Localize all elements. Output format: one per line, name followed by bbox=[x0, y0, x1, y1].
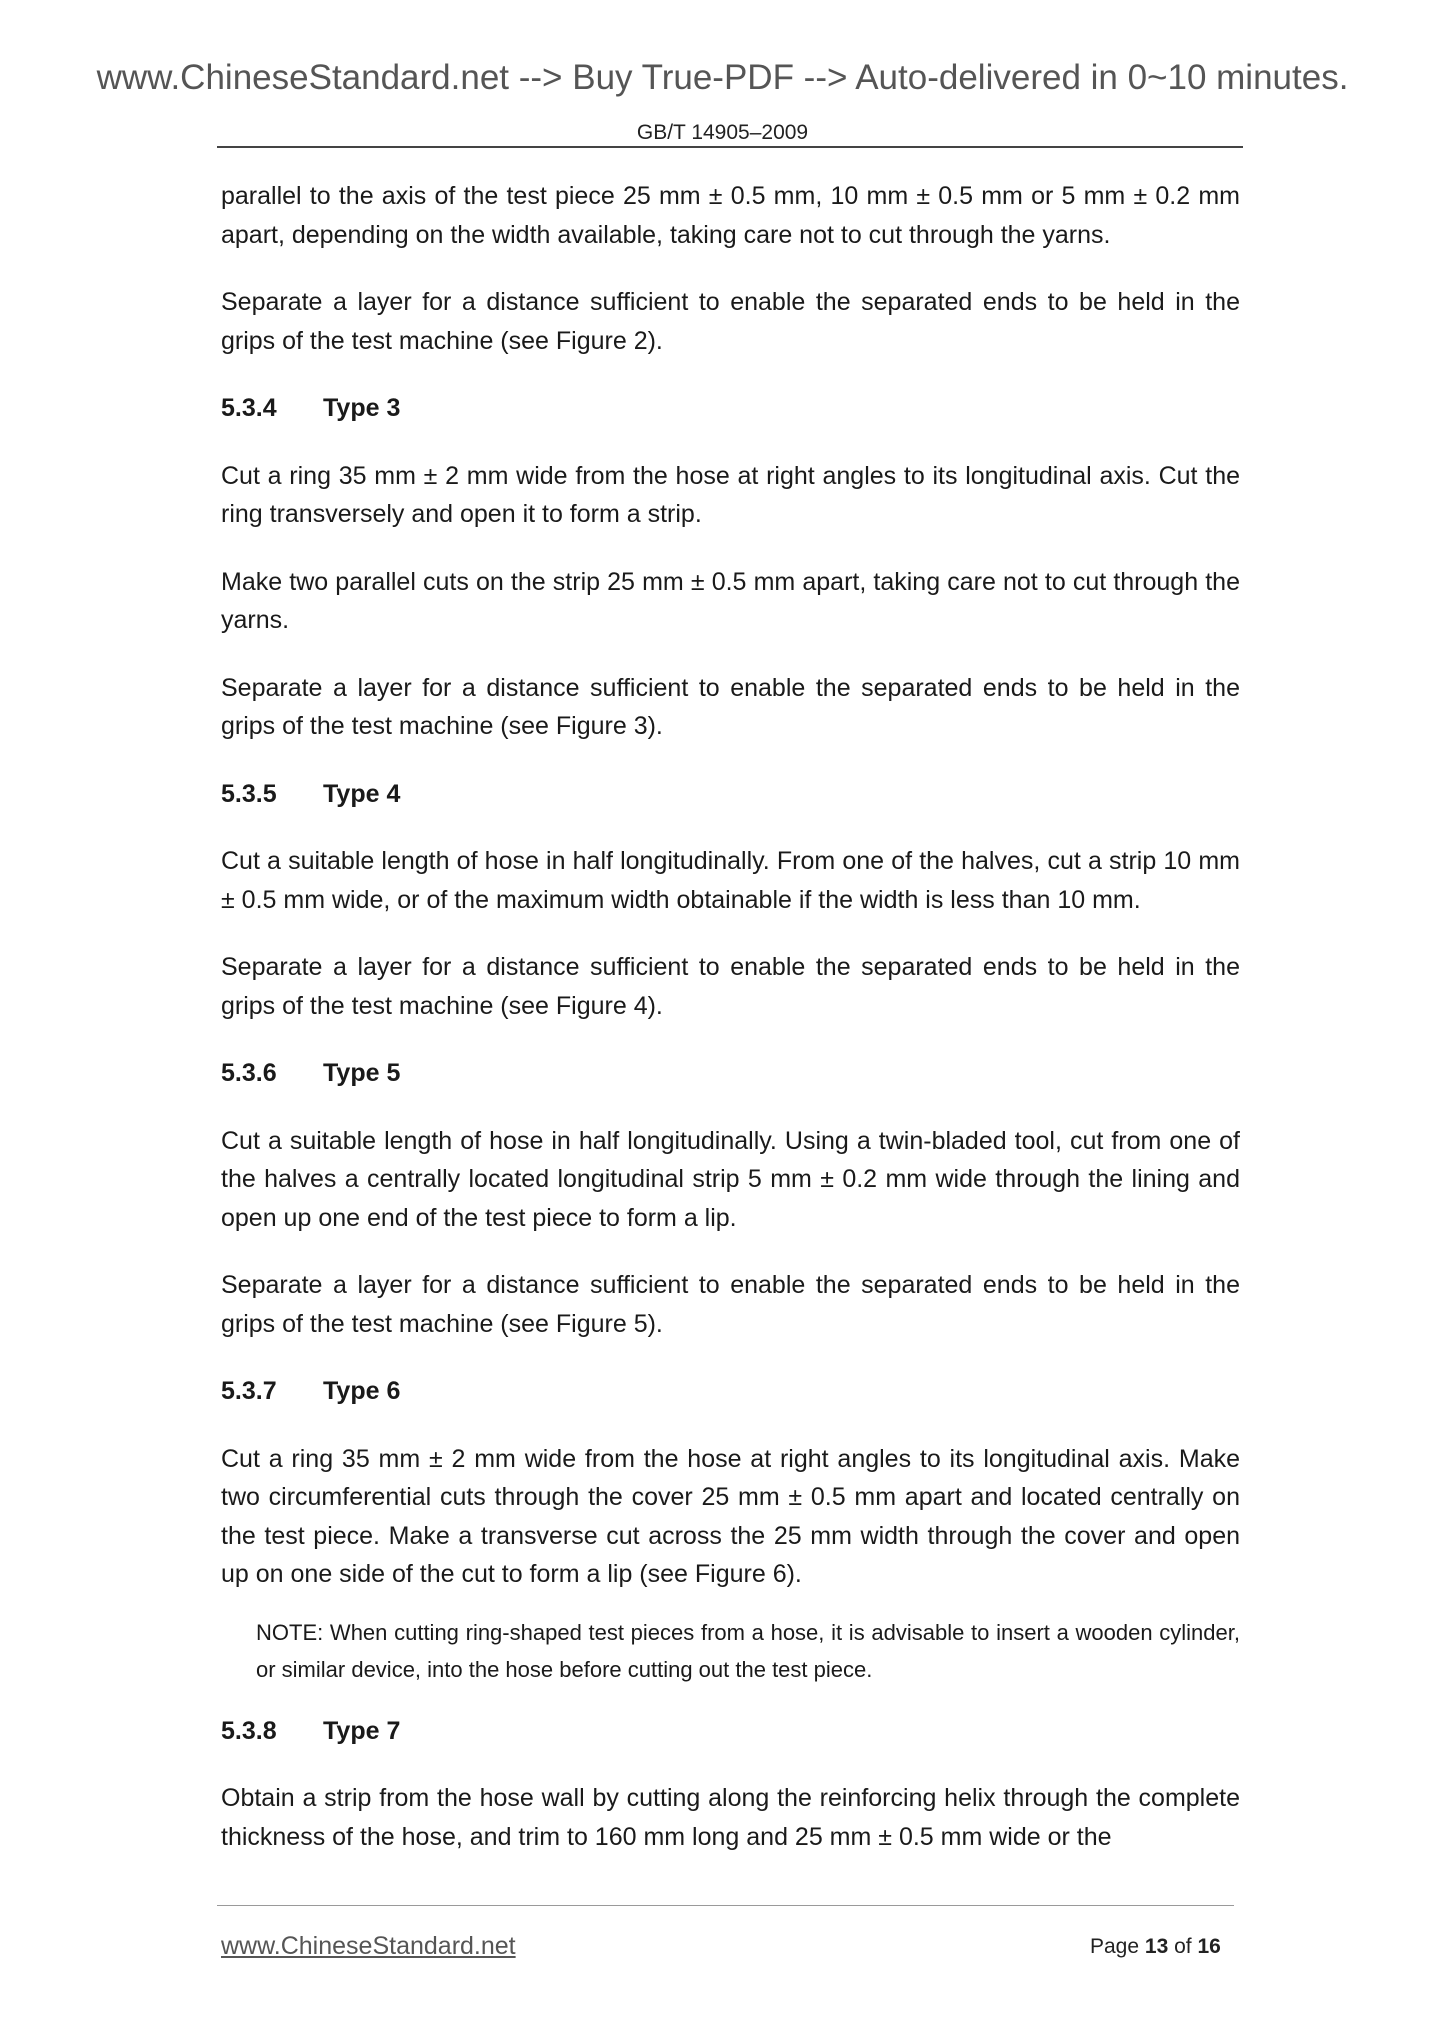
paragraph: Separate a layer for a distance sufficient to enable the separated ends to be held in the grips of the test machine (see Figure 5). bbox=[221, 1271, 1240, 1338]
section-number: 5.3.8 bbox=[221, 1716, 277, 1745]
page-current: 13 bbox=[1144, 1935, 1169, 1958]
paragraph: Separate a layer for a distance sufficient to enable the separated ends to be held in the grips of the test machine (see Figure 2). bbox=[221, 288, 1240, 355]
section-title: Type 7 bbox=[323, 1716, 401, 1745]
section-heading-5-3-6 bbox=[221, 1054, 1240, 1093]
section-title: Type 3 bbox=[323, 394, 401, 422]
header-divider bbox=[217, 146, 1243, 148]
paragraph: Obtain a strip from the hose wall by cutting along the reinforcing helix through the complete thickness of the hose, and trim to 160 mm long and 25 mm ± 0.5 mm wide or the bbox=[221, 1784, 1240, 1851]
note: NOTE: When cutting ring-shaped test pieces from a hose, it is advisable to insert a wooden cylinder, or similar device, into the hose before cutting out the test piece. bbox=[256, 1619, 1240, 1682]
header-banner: www.ChineseStandard.net --> Buy True-PDF --> Auto-delivered in 0~10 minutes. bbox=[96, 58, 1349, 97]
page-number bbox=[1090, 1932, 1221, 1962]
section-heading-5-3-5 bbox=[221, 775, 1240, 814]
page-of: of bbox=[1174, 1935, 1192, 1958]
section-number: 5.3.7 bbox=[221, 1377, 277, 1405]
footer-website-link[interactable]: www.ChineseStandard.net bbox=[221, 1932, 516, 1960]
section-number: 5.3.6 bbox=[221, 1059, 277, 1087]
paragraph: Cut a suitable length of hose in half longitudinally. Using a twin-bladed tool, cut from one of the halves a centrally located longitudinal strip 5 mm ± 0.2 mm wide through the lining and open up one end of the test piece to form a lip. bbox=[221, 1126, 1240, 1232]
paragraph: Cut a ring 35 mm ± 2 mm wide from the hose at right angles to its longitudinal axis. Cut the ring transversely and open it to form a strip. bbox=[221, 461, 1240, 528]
page-word: Page bbox=[1090, 1935, 1140, 1958]
section-title: Type 6 bbox=[323, 1377, 401, 1405]
page-content bbox=[221, 177, 1240, 1885]
section-number: 5.3.5 bbox=[221, 779, 277, 808]
paragraph: Cut a ring 35 mm ± 2 mm wide from the hose at right angles to its longitudinal axis. Make two circumferential cuts through the cover 25 mm ± 0.5 mm apart and located centrally on the test piece. Make a transverse cut across the 25 mm width through the cover and open up on one side of the cut to form a lip (see Figure 6). bbox=[221, 1444, 1240, 1588]
section-number: 5.3.4 bbox=[221, 394, 277, 422]
paragraph: Separate a layer for a distance sufficient to enable the separated ends to be held in the grips of the test machine (see Figure 3). bbox=[221, 673, 1240, 740]
document-id: GB/T 14905–2009 bbox=[636, 121, 809, 144]
section-heading-5-3-7 bbox=[221, 1372, 1240, 1411]
footer-divider bbox=[217, 1905, 1234, 1906]
section-title: Type 5 bbox=[323, 1059, 401, 1087]
paragraph: Separate a layer for a distance sufficient to enable the separated ends to be held in the grips of the test machine (see Figure 4). bbox=[221, 953, 1240, 1020]
page-total: 16 bbox=[1197, 1935, 1221, 1958]
paragraph: Cut a suitable length of hose in half longitudinally. From one of the halves, cut a strip 10 mm ± 0.5 mm wide, or of the maximum width obtainable if the width is less than 10 mm. bbox=[221, 847, 1240, 914]
paragraph: Make two parallel cuts on the strip 25 mm ± 0.5 mm apart, taking care not to cut through the yarns. bbox=[221, 567, 1240, 634]
paragraph: parallel to the axis of the test piece 25 mm ± 0.5 mm, 10 mm ± 0.5 mm or 5 mm ± 0.2 mm apart, depending on the width available, taking care not to cut through the yarns. bbox=[221, 182, 1240, 249]
section-heading-5-3-4 bbox=[221, 389, 1240, 428]
section-title: Type 4 bbox=[323, 779, 401, 808]
section-heading-5-3-8 bbox=[221, 1712, 1240, 1751]
